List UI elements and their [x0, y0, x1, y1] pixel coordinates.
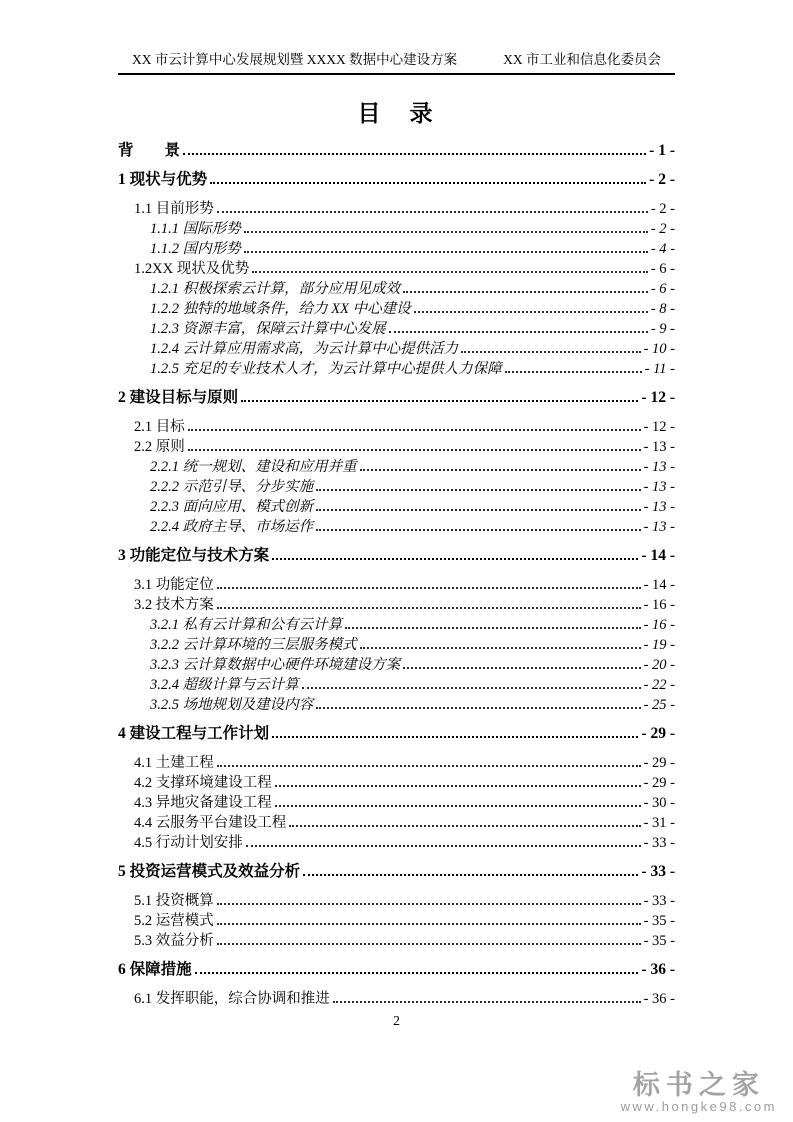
toc-list: [118, 141, 675, 1009]
toc-entry-page-number: - 16 -: [643, 617, 675, 633]
dot-leader: [505, 371, 642, 373]
toc-entry[interactable]: [118, 497, 675, 517]
watermark-logo: 标书之家: [632, 1070, 765, 1100]
toc-entry[interactable]: [118, 259, 675, 279]
toc-entry-label: 5.3 效益分析: [134, 933, 214, 949]
toc-entry-page-number: - 4 -: [650, 241, 675, 257]
toc-entry-page-number: - 13 -: [643, 519, 675, 535]
toc-entry-page-number: - 33 -: [641, 863, 675, 880]
dot-leader: [360, 647, 641, 649]
toc-entry-label: 2.2.3 面向应用、模式创新: [150, 499, 314, 515]
toc-entry[interactable]: [118, 319, 675, 339]
toc-entry-page-number: - 20 -: [643, 657, 675, 673]
toc-entry[interactable]: [118, 615, 675, 635]
toc-entry-label: 6 保障措施: [118, 961, 192, 978]
toc-entry[interactable]: [118, 862, 675, 882]
toc-entry-page-number: - 29 -: [643, 755, 675, 771]
watermark: [621, 1071, 777, 1114]
toc-entry-label: 6.1 发挥职能，综合协调和推进: [134, 991, 330, 1007]
toc-entry-label: 1.1.1 国际形势: [150, 221, 241, 237]
toc-entry[interactable]: [118, 417, 675, 437]
toc-entry-page-number: - 2 -: [650, 221, 675, 237]
toc-entry[interactable]: [118, 695, 675, 715]
dot-leader: [188, 429, 641, 431]
toc-entry-label: 1.1.2 国内形势: [150, 241, 241, 257]
toc-entry-page-number: - 8 -: [650, 301, 675, 317]
dot-leader: [217, 943, 641, 945]
watermark-url: www.hongke98.com: [620, 1099, 777, 1114]
toc-entry[interactable]: [118, 199, 675, 219]
toc-entry-page-number: - 36 -: [641, 961, 675, 978]
dot-leader: [217, 923, 641, 925]
toc-entry-page-number: - 1 -: [649, 142, 675, 159]
toc-title: 目 录: [357, 101, 436, 126]
toc-entry-page-number: - 13 -: [643, 439, 675, 455]
dot-leader: [303, 874, 638, 876]
dot-leader: [360, 469, 641, 471]
toc-entry[interactable]: [118, 655, 675, 675]
toc-entry-label: 3.2.3 云计算数据中心硬件环境建设方案: [150, 657, 401, 673]
toc-entry-page-number: - 2 -: [650, 201, 675, 217]
dot-leader: [414, 311, 648, 313]
dot-leader: [244, 231, 648, 233]
toc-entry[interactable]: [118, 170, 675, 190]
toc-entry[interactable]: [118, 299, 675, 319]
toc-entry-label: 1 现状与优势: [118, 171, 208, 188]
toc-entry-label: 2.1 目标: [134, 419, 185, 435]
toc-entry[interactable]: [118, 891, 675, 911]
toc-entry[interactable]: [118, 675, 675, 695]
toc-entry-page-number: - 6 -: [650, 281, 675, 297]
dot-leader: [403, 667, 640, 669]
dot-leader: [333, 1001, 641, 1003]
dot-leader: [246, 845, 641, 847]
dot-leader: [241, 400, 638, 402]
toc-entry-page-number: - 31 -: [643, 815, 675, 831]
dot-leader: [272, 558, 638, 560]
toc-entry-page-number: - 16 -: [643, 597, 675, 613]
toc-entry[interactable]: [118, 793, 675, 813]
toc-entry[interactable]: [118, 813, 675, 833]
toc-entry-page-number: - 13 -: [643, 499, 675, 515]
toc-entry-label: 5.1 投资概算: [134, 893, 214, 909]
toc-entry-label: 3.2 技术方案: [134, 597, 214, 613]
toc-entry-label: 1.2XX 现状及优势: [134, 261, 250, 277]
toc-entry-label: 背 景: [118, 142, 181, 159]
toc-entry-page-number: - 14 -: [643, 577, 675, 593]
toc-entry-label: 5.2 运营模式: [134, 913, 214, 929]
toc-entry-page-number: - 36 -: [643, 991, 675, 1007]
toc-entry[interactable]: [118, 279, 675, 299]
dot-leader: [217, 607, 641, 609]
header-left-text: XX 市云计算中心发展规划暨 XXXX 数据中心建设方案: [132, 52, 458, 67]
toc-entry[interactable]: [118, 359, 675, 379]
dot-leader: [275, 785, 641, 787]
toc-entry-page-number: - 13 -: [643, 479, 675, 495]
toc-entry[interactable]: [118, 517, 675, 537]
toc-entry-page-number: - 29 -: [641, 725, 675, 742]
toc-entry[interactable]: [118, 724, 675, 744]
dot-leader: [210, 182, 646, 184]
page-header: [118, 52, 675, 75]
toc-entry-page-number: - 30 -: [643, 795, 675, 811]
dot-leader: [195, 972, 639, 974]
toc-entry-page-number: - 11 -: [644, 361, 675, 377]
dot-leader: [217, 587, 641, 589]
dot-leader: [217, 211, 648, 213]
toc-entry-label: 3.2.5 场地规划及建设内容: [150, 697, 314, 713]
dot-leader: [316, 707, 640, 709]
toc-entry-page-number: - 35 -: [643, 933, 675, 949]
toc-entry[interactable]: [118, 575, 675, 595]
dot-leader: [289, 825, 640, 827]
toc-entry-page-number: - 14 -: [641, 547, 675, 564]
toc-entry-label: 2 建设目标与原则: [118, 389, 239, 406]
toc-entry-label: 2.2.1 统一规划、建设和应用并重: [150, 459, 357, 475]
toc-entry-label: 2.2.2 示范引导、分步实施: [150, 479, 314, 495]
toc-entry-label: 1.2.4 云计算应用需求高，为云计算中心提供活力: [150, 341, 459, 357]
toc-entry[interactable]: [118, 546, 675, 566]
toc-entry-page-number: - 13 -: [643, 459, 675, 475]
toc-entry-page-number: - 29 -: [643, 775, 675, 791]
toc-entry[interactable]: [118, 635, 675, 655]
toc-entry-label: 4.4 云服务平台建设工程: [134, 815, 287, 831]
toc-entry[interactable]: [118, 595, 675, 615]
toc-entry-label: 3.2.4 超级计算与云计算: [150, 677, 299, 693]
toc-entry[interactable]: [118, 437, 675, 457]
toc-entry-label: 1.2.3 资源丰富，保障云计算中心发展: [150, 321, 386, 337]
dot-leader: [403, 291, 648, 293]
toc-entry-page-number: - 35 -: [643, 913, 675, 929]
dot-leader: [345, 627, 640, 629]
header-right-text: XX 市工业和信息化委员会: [503, 52, 661, 67]
toc-entry[interactable]: [118, 339, 675, 359]
toc-entry[interactable]: [118, 773, 675, 793]
toc-entry-label: 4.5 行动计划安排: [134, 835, 243, 851]
toc-entry-page-number: - 19 -: [643, 637, 675, 653]
toc-entry-label: 1.2.1 积极探索云计算，部分应用见成效: [150, 281, 401, 297]
dot-leader: [244, 251, 648, 253]
toc-entry-page-number: - 12 -: [641, 389, 675, 406]
toc-entry[interactable]: [118, 753, 675, 773]
toc-entry[interactable]: [118, 960, 675, 980]
dot-leader: [217, 903, 641, 905]
toc-entry[interactable]: [118, 457, 675, 477]
toc-entry-label: 4.3 异地灾备建设工程: [134, 795, 272, 811]
dot-leader: [275, 805, 641, 807]
dot-leader: [252, 271, 648, 273]
toc-entry-page-number: - 6 -: [650, 261, 675, 277]
toc-entry-page-number: - 33 -: [643, 835, 675, 851]
toc-entry-label: 5 投资运营模式及效益分析: [118, 863, 301, 880]
toc-entry[interactable]: [118, 477, 675, 497]
toc-entry-page-number: - 9 -: [650, 321, 675, 337]
toc-entry[interactable]: [118, 239, 675, 259]
toc-entry[interactable]: [118, 931, 675, 951]
toc-entry-label: 3.2.1 私有云计算和公有云计算: [150, 617, 343, 633]
dot-leader: [389, 331, 648, 333]
toc-entry-page-number: - 2 -: [649, 171, 675, 188]
toc-entry-label: 1.1 目前形势: [134, 201, 214, 217]
dot-leader: [183, 153, 646, 155]
toc-entry-label: 2.2 原则: [134, 439, 185, 455]
toc-entry-page-number: - 25 -: [643, 697, 675, 713]
toc-entry-page-number: - 10 -: [643, 341, 675, 357]
toc-entry-label: 4 建设工程与工作计划: [118, 725, 270, 742]
toc-entry[interactable]: [118, 911, 675, 931]
dot-leader: [217, 765, 641, 767]
dot-leader: [272, 736, 638, 738]
toc-entry-label: 3.1 功能定位: [134, 577, 214, 593]
toc-entry-page-number: - 12 -: [643, 419, 675, 435]
toc-entry-label: 4.2 支撑环境建设工程: [134, 775, 272, 791]
toc-entry[interactable]: [118, 219, 675, 239]
toc-entry[interactable]: [118, 989, 675, 1009]
toc-entry-page-number: - 33 -: [643, 893, 675, 909]
toc-entry[interactable]: [118, 833, 675, 853]
dot-leader: [316, 489, 640, 491]
toc-entry[interactable]: [118, 388, 675, 408]
toc-entry-page-number: - 22 -: [643, 677, 675, 693]
toc-entry-label: 1.2.2 独特的地域条件，给力 XX 中心建设: [150, 301, 411, 317]
toc-entry[interactable]: [118, 141, 675, 161]
dot-leader: [316, 509, 640, 511]
dot-leader: [461, 351, 640, 353]
toc-entry-label: 2.2.4 政府主导、市场运作: [150, 519, 314, 535]
toc-entry-label: 3.2.2 云计算环境的三层服务模式: [150, 637, 357, 653]
footer-page-number: 2: [393, 1014, 400, 1029]
toc-entry-label: 3 功能定位与技术方案: [118, 547, 270, 564]
toc-entry-label: 1.2.5 充足的专业技术人才，为云计算中心提供人力保障: [150, 361, 502, 377]
toc-entry-label: 4.1 土建工程: [134, 755, 214, 771]
dot-leader: [316, 529, 640, 531]
dot-leader: [302, 687, 641, 689]
dot-leader: [188, 449, 641, 451]
